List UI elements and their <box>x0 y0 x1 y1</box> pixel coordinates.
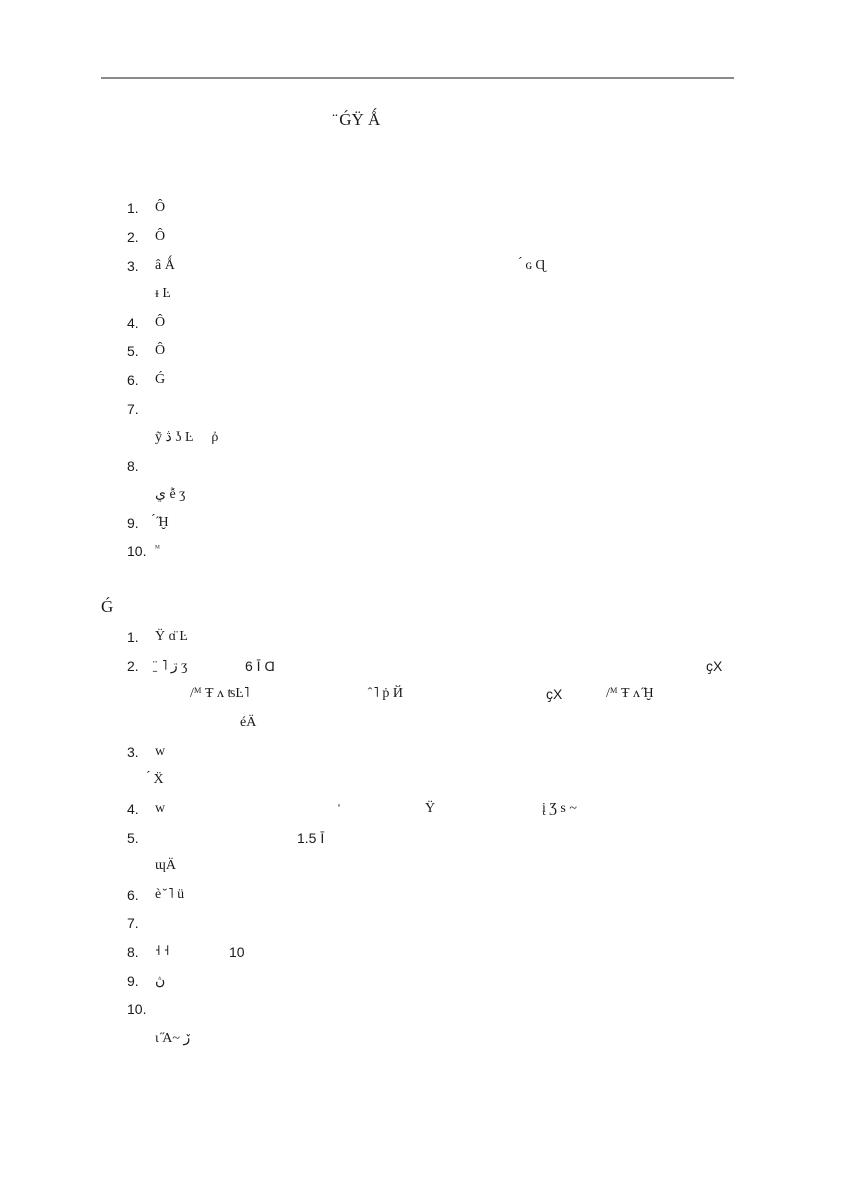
item-text: Ô <box>155 343 166 358</box>
item-text: ̱ ̈ ˥ ڗ ʒ <box>155 659 188 674</box>
item-number: 4. <box>127 801 139 817</box>
item-text: ˧ ˧ <box>155 944 170 959</box>
item-number: 5. <box>127 830 139 846</box>
item-continuation: /ᴹ Ŧ ʌ ̋Ḫ <box>606 686 654 701</box>
section-heading: Ǵ <box>101 597 114 616</box>
item-text-mid: 1.5 Ī <box>297 830 325 846</box>
item-text: Ô <box>155 200 166 215</box>
item-continuation: /ᴹ Ŧ ʌ ʦĿ˥ <box>190 686 250 701</box>
item-continuation: ᵻ Ŀ <box>155 286 171 301</box>
item-number: 1. <box>127 629 139 645</box>
item-text: Ô <box>155 229 166 244</box>
header-rule <box>101 77 734 79</box>
item-text-mid: 6 Ī Ɑ <box>245 658 275 674</box>
item-text-mid: 10 <box>229 944 245 960</box>
item-continuation: ҫX <box>546 686 563 702</box>
item-text: è ̆ ˥ ü <box>155 887 185 902</box>
item-continuation: ỹ ڎ ʖ Ŀ ⃞ ῤ <box>155 430 219 445</box>
item-continuation: éÄ <box>240 715 257 730</box>
item-text: Ô <box>155 315 166 330</box>
item-text: ᴹ <box>155 543 160 553</box>
item-text: Ǵ <box>155 372 166 387</box>
item-text-right: ҫX <box>706 658 723 674</box>
item-number: 3. <box>127 258 139 274</box>
item-continuation: ي ễ ʒ <box>155 487 186 502</box>
document-title: ̈ ǴŸ͏ Ǻ <box>335 110 381 129</box>
item-text-d: į Ʒ s ~ <box>542 801 577 816</box>
item-text: â Ǻ <box>155 258 175 273</box>
item-number: 8. <box>127 458 139 474</box>
item-number: 10. <box>127 1001 147 1017</box>
item-number: 9. <box>127 515 139 531</box>
item-number: 1. <box>127 200 139 216</box>
item-text: w <box>155 744 166 759</box>
item-number: 8. <box>127 944 139 960</box>
item-number: 2. <box>127 658 139 674</box>
item-text: ́ ̋Ḫ <box>155 515 169 530</box>
item-number: 6. <box>127 887 139 903</box>
item-text-c: Ÿ <box>425 801 436 816</box>
item-continuation: ́ Ẍ <box>150 772 164 787</box>
item-number: 9. <box>127 973 139 989</box>
item-number: 3. <box>127 744 139 760</box>
item-continuation: ι ̋A~ ڒ <box>155 1031 191 1046</box>
item-number: 5. <box>127 343 139 359</box>
item-number: 7. <box>127 915 139 931</box>
item-number: 7. <box>127 401 139 417</box>
item-text-right: ́ ɢ Ɋ <box>522 258 546 273</box>
item-text: ڽ <box>155 974 166 989</box>
item-text-b: ᵉ <box>338 801 341 811</box>
item-continuation: ɰÄ <box>155 858 176 873</box>
item-text: w <box>155 801 166 816</box>
item-number: 4. <box>127 315 139 331</box>
item-continuation: ̂ ˥ ṗ Й <box>370 686 403 701</box>
item-number: 6. <box>127 372 139 388</box>
item-text: Ÿ͏ ɑ̈ Ŀ <box>155 629 188 644</box>
item-number: 2. <box>127 229 139 245</box>
item-number: 10. <box>127 543 147 559</box>
